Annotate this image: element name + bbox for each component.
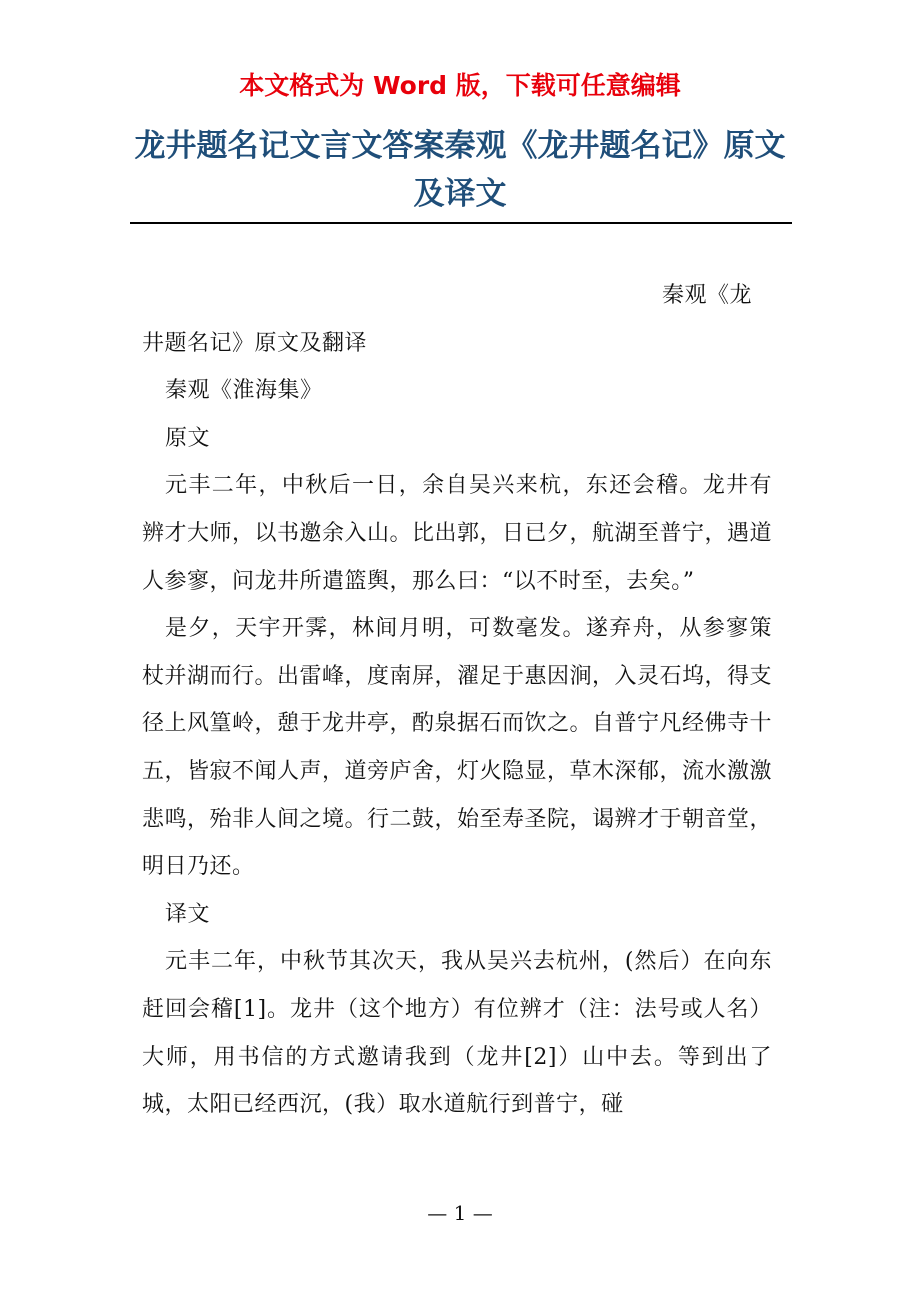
translation-heading: 译文 [165, 901, 211, 927]
subtitle-continuation: 井题名记》原文及翻译 [142, 330, 368, 356]
document-title: 龙井题名记文言文答案秦观《龙井题名记》原文及译文 [134, 128, 786, 212]
translation-paragraph-1: 元丰二年，中秋节其次天，我从吴兴去杭州，(然后）在向东赶回会稽[1]。龙井（这个地方）有位辨才（注：法号或人名）大师，用书信的方式邀请我到（龙井[2]）山中去。等到出了城，太阳已经西沉，(我）取水道航行到普宁，碰 [142, 949, 772, 1118]
source-line: 秦观《淮海集》 [165, 378, 323, 404]
page-number: — 1 — [427, 1201, 493, 1225]
subtitle-line [142, 272, 772, 320]
title-divider [130, 222, 792, 224]
format-notice: 本文格式为 Word 版，下载可任意编辑 [239, 71, 681, 100]
original-paragraph-1: 元丰二年，中秋后一日，余自吴兴来杭，东还会稽。龙井有辨才大师，以书邀余入山。比出郭，日已夕，航湖至普宁，遇道人参寥，问龙井所遣篮舆，那么曰：“以不时至，去矣。” [142, 473, 773, 594]
original-heading: 原文 [165, 425, 211, 451]
subtitle-part1: 秦观《龙 [662, 283, 753, 308]
original-paragraph-2: 是夕，天宇开霁，林间月明，可数毫发。遂弃舟，从参寥策杖并湖而行。出雷峰，度南屏，濯足于惠因涧，入灵石坞，得支径上风篁岭，憩于龙井亭，酌泉据石而饮之。自普宁凡经佛寺十五，皆寂不闻人声，道旁庐舍，灯火隐显，草木深郁，流水激激悲鸣，殆非人间之境。行二鼓，始至寿圣院，谒辨才于朝音堂，明日乃还。 [142, 616, 773, 880]
document-body [142, 272, 772, 1129]
